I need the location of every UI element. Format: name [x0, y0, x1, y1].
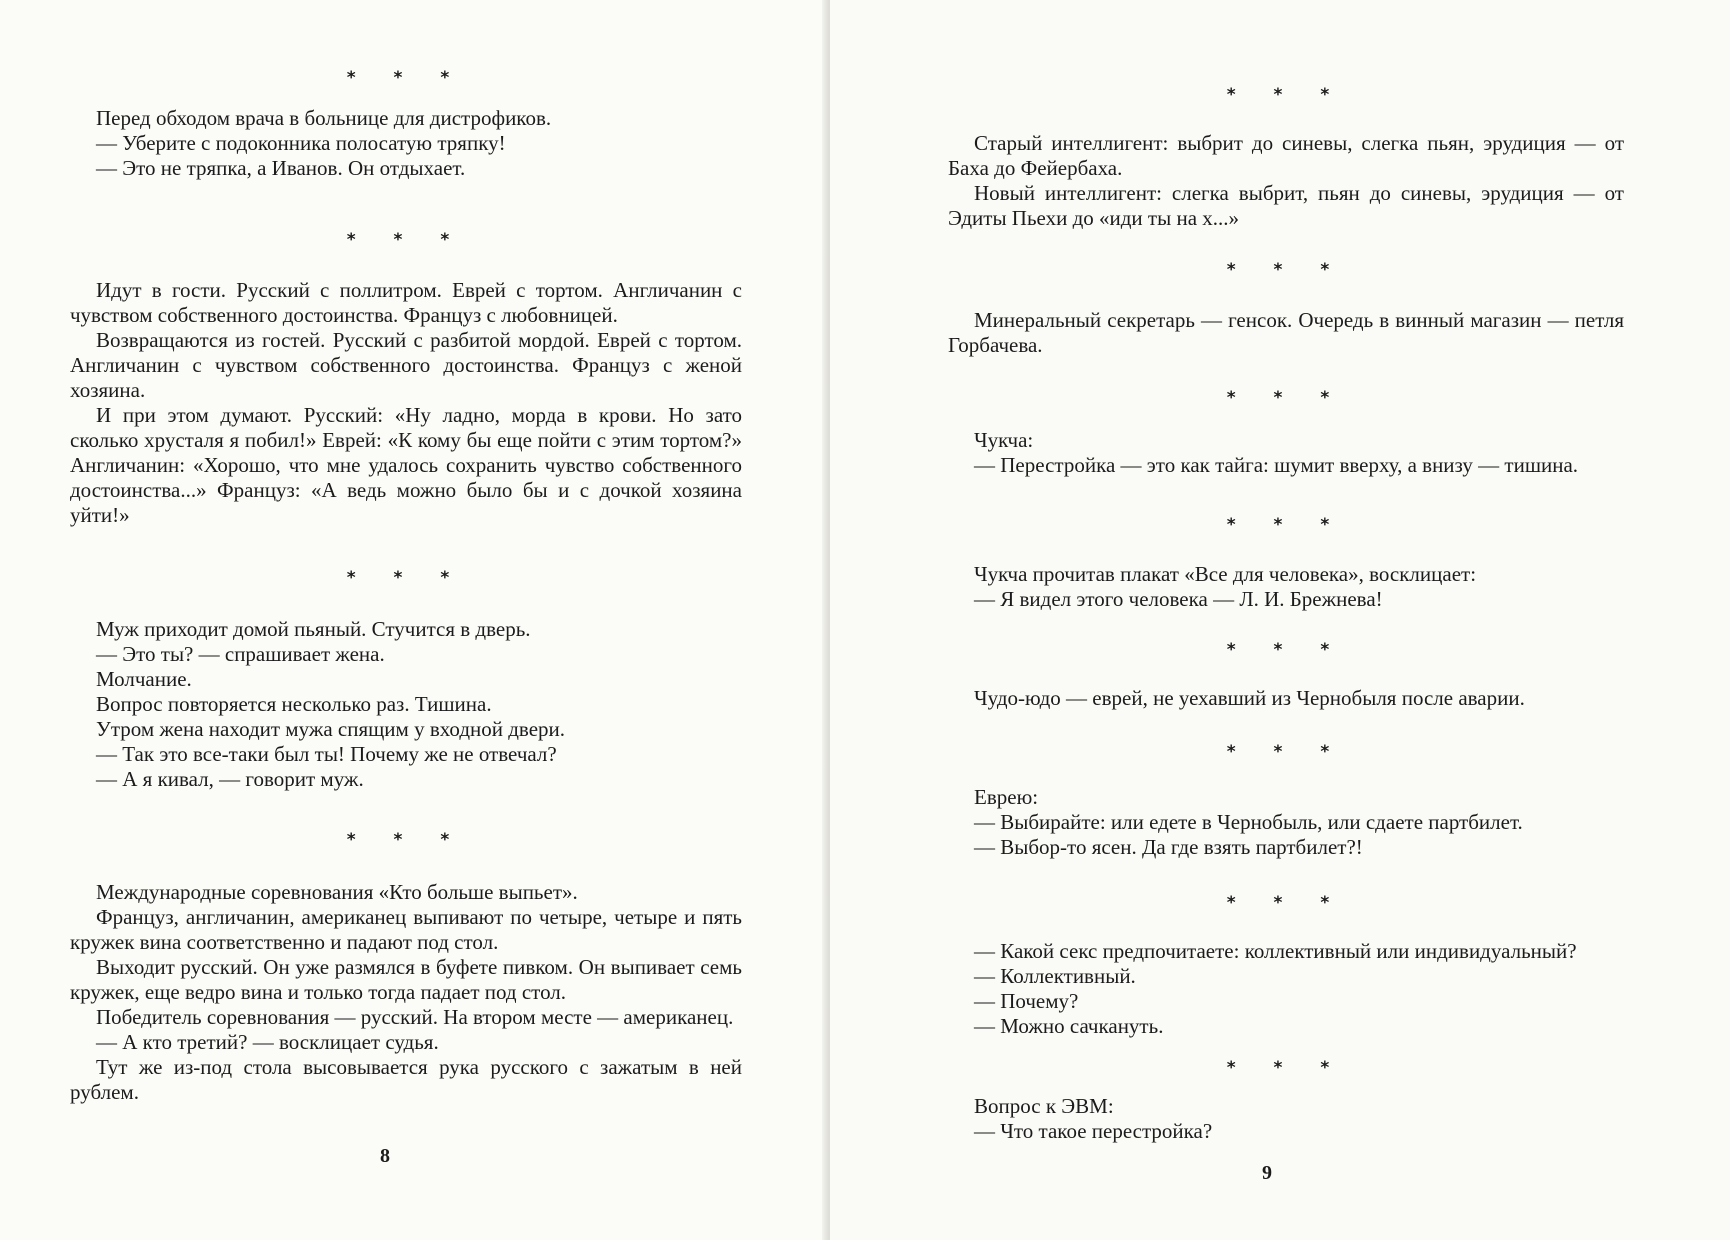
joke-line: — Это не тряпка, а Иванов. Он отдыхает.	[96, 156, 466, 180]
joke-line: Минеральный секретарь — генсок. Очередь в винный магазин — петля Горбачева.	[948, 308, 1624, 357]
joke-line: — Перестройка — это как тайга: шумит вверху, а внизу — тишина.	[974, 453, 1579, 477]
joke	[70, 617, 742, 792]
joke-line: Новый интеллигент: слегка выбрит, пьян до синевы, эрудиция — от Эдиты Пьехи до «иди ты на х...»	[948, 181, 1624, 230]
page-number: 8	[380, 1145, 390, 1167]
joke-line: Вопрос повторяется несколько раз. Тишина.	[96, 692, 492, 716]
joke-line: И при этом думают. Русский: «Ну ладно, морда в крови. Но зато сколько хрусталя я побил!» Еврей: «К кому бы еще пойти с этим тортом?» Англичанин: «Хорошо, что мне удалось сохранить чувство собственного достоинства...» Француз: «А ведь можно было бы и с дочкой хозяина уйти!»	[70, 403, 742, 527]
separator: * * *	[1226, 388, 1346, 408]
joke	[70, 880, 742, 1105]
separator: * * *	[346, 230, 466, 250]
joke-line: Идут в гости. Русский с поллитром. Еврей с тортом. Англичанин с чувством собственного достоинства. Француз с любовницей.	[70, 278, 742, 327]
joke-line: — А кто третий? — восклицает судья.	[96, 1030, 439, 1054]
joke-line: Победитель соревнования — русский. На втором месте — американец.	[96, 1005, 734, 1029]
separator: * * *	[1226, 893, 1346, 913]
joke-line: — Я видел этого человека — Л. И. Брежнева!	[974, 587, 1383, 611]
separator: * * *	[1226, 640, 1346, 660]
joke-line: — Коллективный.	[974, 964, 1136, 988]
joke	[70, 278, 742, 528]
joke-line: — Это ты? — спрашивает жена.	[96, 642, 385, 666]
joke-line: — Что такое перестройка?	[974, 1119, 1213, 1143]
joke-line: — Почему?	[974, 989, 1079, 1013]
page-number: 9	[1262, 1162, 1272, 1184]
joke-line: Утром жена находит мужа спящим у входной двери.	[96, 717, 566, 741]
joke-line: Возвращаются из гостей. Русский с разбитой мордой. Еврей с тортом. Англичанин с чувством собственного достоинства. Француз с женой хозяина.	[70, 328, 742, 402]
joke-line: Чукча прочитав плакат «Все для человека», восклицает:	[974, 562, 1477, 586]
joke-line: — Какой секс предпочитаете: коллективный или индивидуальный?	[974, 939, 1577, 963]
left-page	[0, 0, 830, 1240]
separator: * * *	[1226, 1058, 1346, 1078]
joke-line: — А я кивал, — говорит муж.	[96, 767, 364, 791]
joke-line: Старый интеллигент: выбрит до синевы, слегка пьян, эрудиция — от Баха до Фейербаха.	[948, 131, 1624, 180]
joke	[948, 686, 1624, 711]
joke-line: — Можно сачкануть.	[974, 1014, 1164, 1038]
joke	[948, 308, 1624, 358]
separator: * * *	[1226, 742, 1346, 762]
joke-line: Перед обходом врача в больнице для дистрофиков.	[96, 106, 552, 130]
joke	[948, 939, 1624, 1039]
joke-line: Чудо-юдо — еврей, не уехавший из Чернобыля после аварии.	[974, 686, 1525, 710]
joke-line: Молчание.	[96, 667, 192, 691]
joke-line: Муж приходит домой пьяный. Стучится в дверь.	[96, 617, 531, 641]
joke-line: Чукча:	[974, 428, 1034, 452]
joke-line: — Уберите с подоконника полосатую тряпку!	[96, 131, 506, 155]
joke-line: — Выбирайте: или едете в Чернобыль, или сдаете партбилет.	[974, 810, 1523, 834]
joke-line: — Выбор-то ясен. Да где взять партбилет?!	[974, 835, 1363, 859]
joke	[70, 106, 742, 181]
joke	[948, 1094, 1624, 1144]
joke-line: Вопрос к ЭВМ:	[974, 1094, 1114, 1118]
right-page	[830, 0, 1730, 1240]
separator: * * *	[1226, 515, 1346, 535]
joke-line: Международные соревнования «Кто больше выпьет».	[96, 880, 578, 904]
joke-line: — Так это все-таки был ты! Почему же не отвечал?	[96, 742, 557, 766]
joke-line: Еврею:	[974, 785, 1039, 809]
separator: * * *	[346, 68, 466, 88]
joke	[948, 785, 1624, 860]
separator: * * *	[1226, 85, 1346, 105]
joke	[948, 131, 1624, 231]
joke-line: Француз, англичанин, американец выпивают по четыре, четыре и пять кружек вина соответственно и падают под стол.	[70, 905, 742, 954]
separator: * * *	[346, 568, 466, 588]
joke-line: Тут же из-под стола высовывается рука русского с зажатым в ней рублем.	[70, 1055, 742, 1104]
joke-line: Выходит русский. Он уже размялся в буфете пивком. Он выпивает семь кружек, еще ведро вина и только тогда падает под стол.	[70, 955, 742, 1004]
separator: * * *	[346, 830, 466, 850]
joke	[948, 428, 1624, 478]
separator: * * *	[1226, 260, 1346, 280]
joke	[948, 562, 1624, 612]
